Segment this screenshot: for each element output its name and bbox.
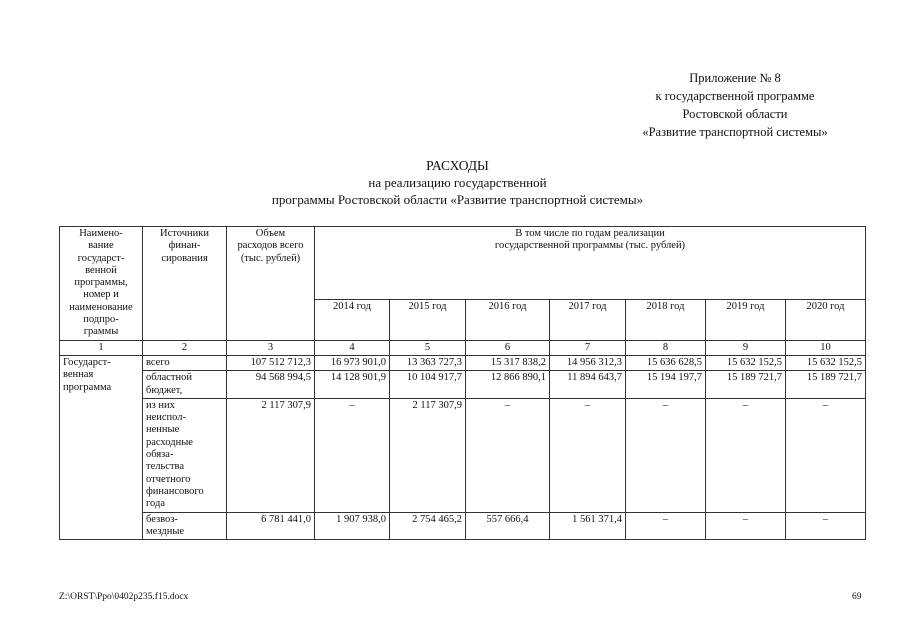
document-title [150,157,765,208]
year-value-cell: 1 907 938,0 [315,512,390,540]
table-row-gratuitous [60,512,866,540]
source-cell: всего [143,355,227,370]
header-name-cell: Наимено- вание государст- венной программы, номер и наименование подпро- граммы [60,227,143,341]
table-row-unfulfilled-obligations [60,398,866,512]
title-line-2: на реализацию государственной [368,175,547,190]
source-cell: из них неиспол- ненные расходные обяза- тельства отчетного финансового года [143,398,227,512]
year-value-cell: 15 189 721,7 [706,371,786,399]
year-value-cell: – [315,398,390,512]
column-number: 9 [706,340,786,355]
year-value-cell: 15 189 721,7 [786,371,866,399]
year-2016-header: 2016 год [466,300,550,341]
program-name-cell: Государст- венная программа [60,355,143,539]
appendix-line-3: Ростовской области [682,107,788,121]
column-number: 4 [315,340,390,355]
year-2018-header: 2018 год [626,300,706,341]
appendix-header [605,69,865,141]
year-value-cell: 15 194 197,7 [626,371,706,399]
year-2017-header: 2017 год [550,300,626,341]
year-2019-header: 2019 год [706,300,786,341]
appendix-line-1: Приложение № 8 [689,71,781,85]
year-value-cell: 15 632 152,5 [706,355,786,370]
year-value-cell: 12 866 890,1 [466,371,550,399]
year-value-cell: 16 973 901,0 [315,355,390,370]
header-by-years-cell: В том числе по годам реализации государственной программы (тыс. рублей) [315,227,866,300]
year-value-cell: 14 956 312,3 [550,355,626,370]
year-value-cell: 1 561 371,4 [550,512,626,540]
year-value-cell: – [626,398,706,512]
column-number: 2 [143,340,227,355]
column-number: 1 [60,340,143,355]
total-cell: 6 781 441,0 [227,512,315,540]
header-source-cell: Источники финан- сирования [143,227,227,341]
column-number: 6 [466,340,550,355]
column-number: 3 [227,340,315,355]
total-cell: 107 512 712,3 [227,355,315,370]
year-value-cell: 557 666,4 [466,512,550,540]
year-value-cell: 10 104 917,7 [390,371,466,399]
year-2014-header: 2014 год [315,300,390,341]
source-cell: областной бюджет, [143,371,227,399]
header-volume-cell: Объем расходов всего (тыс. рублей) [227,227,315,341]
year-2015-header: 2015 год [390,300,466,341]
year-value-cell: – [466,398,550,512]
year-value-cell: – [786,512,866,540]
appendix-line-2: к государственной программе [655,89,815,103]
title-line-1: РАСХОДЫ [426,158,489,173]
year-value-cell: 15 317 838,2 [466,355,550,370]
appendix-line-4: «Развитие транспортной системы» [642,125,828,139]
year-value-cell: 15 636 628,5 [626,355,706,370]
year-value-cell: 11 894 643,7 [550,371,626,399]
table-row-total [60,355,866,370]
year-value-cell: – [706,398,786,512]
column-number: 8 [626,340,706,355]
year-value-cell: – [706,512,786,540]
column-number-row [60,340,866,355]
year-value-cell: – [626,512,706,540]
footer-file-path: Z:\ORST\Ppo\0402p235.f15.docx [59,592,189,602]
total-cell: 2 117 307,9 [227,398,315,512]
table-row-regional-budget [60,371,866,399]
year-value-cell: 15 632 152,5 [786,355,866,370]
total-cell: 94 568 994,5 [227,371,315,399]
column-number: 10 [786,340,866,355]
header-row-1 [60,227,866,300]
title-line-3: программы Ростовской области «Развитие транспортной системы» [271,192,644,207]
year-value-cell: 2 754 465,2 [390,512,466,540]
year-value-cell: 2 117 307,9 [390,398,466,512]
year-value-cell: – [786,398,866,512]
year-2020-header: 2020 год [786,300,866,341]
page-number: 69 [852,592,862,602]
year-value-cell: 13 363 727,3 [390,355,466,370]
year-value-cell: 14 128 901,9 [315,371,390,399]
column-number: 7 [550,340,626,355]
source-cell: безвоз- мездные [143,512,227,540]
expenses-table [59,226,866,540]
year-value-cell: – [550,398,626,512]
column-number: 5 [390,340,466,355]
